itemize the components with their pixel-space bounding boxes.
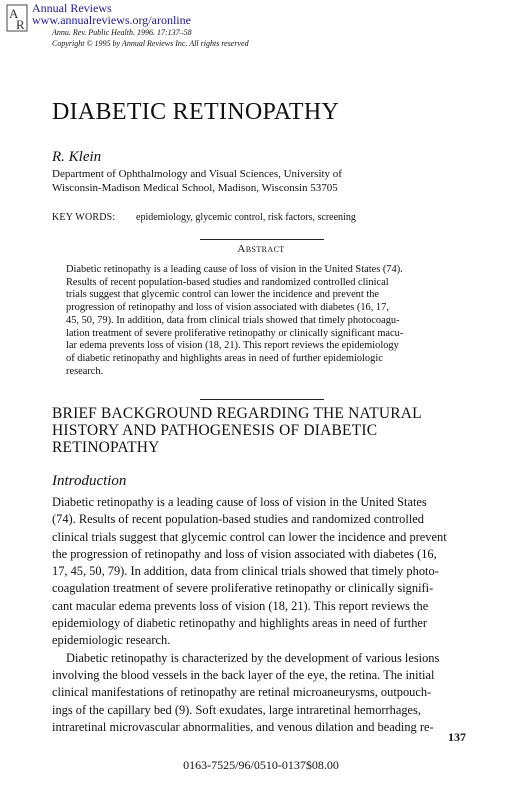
paragraph-line: epidemiologic research. xyxy=(52,633,171,648)
paragraph-line: cant macular edema prevents loss of vision (18, 21). This report reviews the xyxy=(52,598,429,613)
publisher-link[interactable]: Annual Reviews xyxy=(32,1,112,15)
url-link[interactable]: www.annualreviews.org/aronline xyxy=(32,13,191,27)
abstract-heading: Abstract xyxy=(237,243,285,255)
svg-text:A: A xyxy=(9,6,19,21)
abstract-line: of diabetic retinopathy and highlights areas in need of further epidemiologic xyxy=(66,352,383,364)
paragraph-line: Diabetic retinopathy is characterized by the development of various lesions xyxy=(66,650,440,665)
paragraph-line: epidemiology of diabetic retinopathy and highlights areas in need of further xyxy=(52,616,428,631)
paragraph-line: involving the blood vessels in the back layer of the eye, the retina. The initial xyxy=(52,667,435,682)
affiliation-line: Wisconsin-Madison Medical School, Madison, Wisconsin 53705 xyxy=(52,182,338,194)
paragraph-line: (74). Results of recent population-based studies and randomized controlled xyxy=(52,512,424,527)
keywords-list: epidemiology, glycemic control, risk factors, screening xyxy=(136,212,356,223)
abstract-bottom-rule xyxy=(200,399,324,400)
subsection-heading: Introduction xyxy=(52,473,127,489)
abstract-line: lar edema prevents loss of vision (18, 21). This report reviews the epidemiology xyxy=(66,340,399,352)
annual-reviews-logo-icon xyxy=(6,4,28,32)
author-name: R. Klein xyxy=(52,149,102,165)
keywords-label: KEY WORDS: xyxy=(52,212,116,223)
paragraph-line: ings of the capillary bed (9). Soft exudates, large intraretinal hemorrhages, xyxy=(52,702,421,717)
section-heading-line: RETINOPATHY xyxy=(52,439,160,456)
svg-text:R: R xyxy=(16,17,25,32)
abstract-line: research. xyxy=(66,365,104,377)
abstract-line: 45, 50, 79). In addition, data from clinical trials showed that timely photocoagu- xyxy=(66,314,400,326)
body-text xyxy=(52,494,472,736)
paragraph-line: intraretinal microvascular abnormalities, and venous dilation and beading re- xyxy=(52,719,434,734)
paragraph-line: 17, 45, 50, 79). In addition, data from clinical trials showed that timely photo- xyxy=(52,564,439,579)
abstract-line: progression of retinopathy and loss of vision associated with diabetes (16, 17, xyxy=(66,302,389,314)
footer-code: 0163-7525/96/0510-0137$08.00 xyxy=(183,758,339,772)
abstract-line: Diabetic retinopathy is a leading cause of loss of vision in the United States (74). xyxy=(66,264,403,275)
paragraph-line: the progression of retinopathy and loss of vision associated with diabetes (16, xyxy=(52,546,437,561)
section-heading-line: BRIEF BACKGROUND REGARDING THE NATURAL xyxy=(52,405,422,422)
affiliation-line: Department of Ophthalmology and Visual Sciences, University of xyxy=(52,168,342,180)
paragraph-line: coagulation treatment of severe proliferative retinopathy or clinically signifi- xyxy=(52,581,434,596)
journal-citation: Annu. Rev. Public Health. 1996. 17:137–58 xyxy=(52,28,192,37)
page-number: 137 xyxy=(448,730,466,744)
paragraph-line: clinical manifestations of retinopathy are retinal microaneurysms, outpouch- xyxy=(52,685,432,700)
author-affiliation xyxy=(52,167,452,195)
abstract-line: lation treatment of severe proliferative retinopathy or clinically significant macu- xyxy=(66,327,404,339)
paragraph-line: Diabetic retinopathy is a leading cause of loss of vision in the United States xyxy=(52,495,427,509)
article-title: DIABETIC RETINOPATHY xyxy=(52,99,340,125)
abstract-top-rule xyxy=(200,239,324,240)
paragraph-line: clinical trials suggest that glycemic control can lower the incidence and prevent xyxy=(52,529,447,544)
abstract-line: trials suggest that glycemic control can lower the incidence and prevent the xyxy=(66,289,380,301)
section-heading-line: HISTORY AND PATHOGENESIS OF DIABETIC xyxy=(52,422,378,439)
section-heading xyxy=(52,405,472,456)
copyright-notice: Copyright © 1995 by Annual Reviews Inc. All rights reserved xyxy=(52,39,249,48)
abstract-text xyxy=(66,264,458,378)
abstract-line: Results of recent population-based studies and randomized controlled clinical xyxy=(66,276,389,288)
